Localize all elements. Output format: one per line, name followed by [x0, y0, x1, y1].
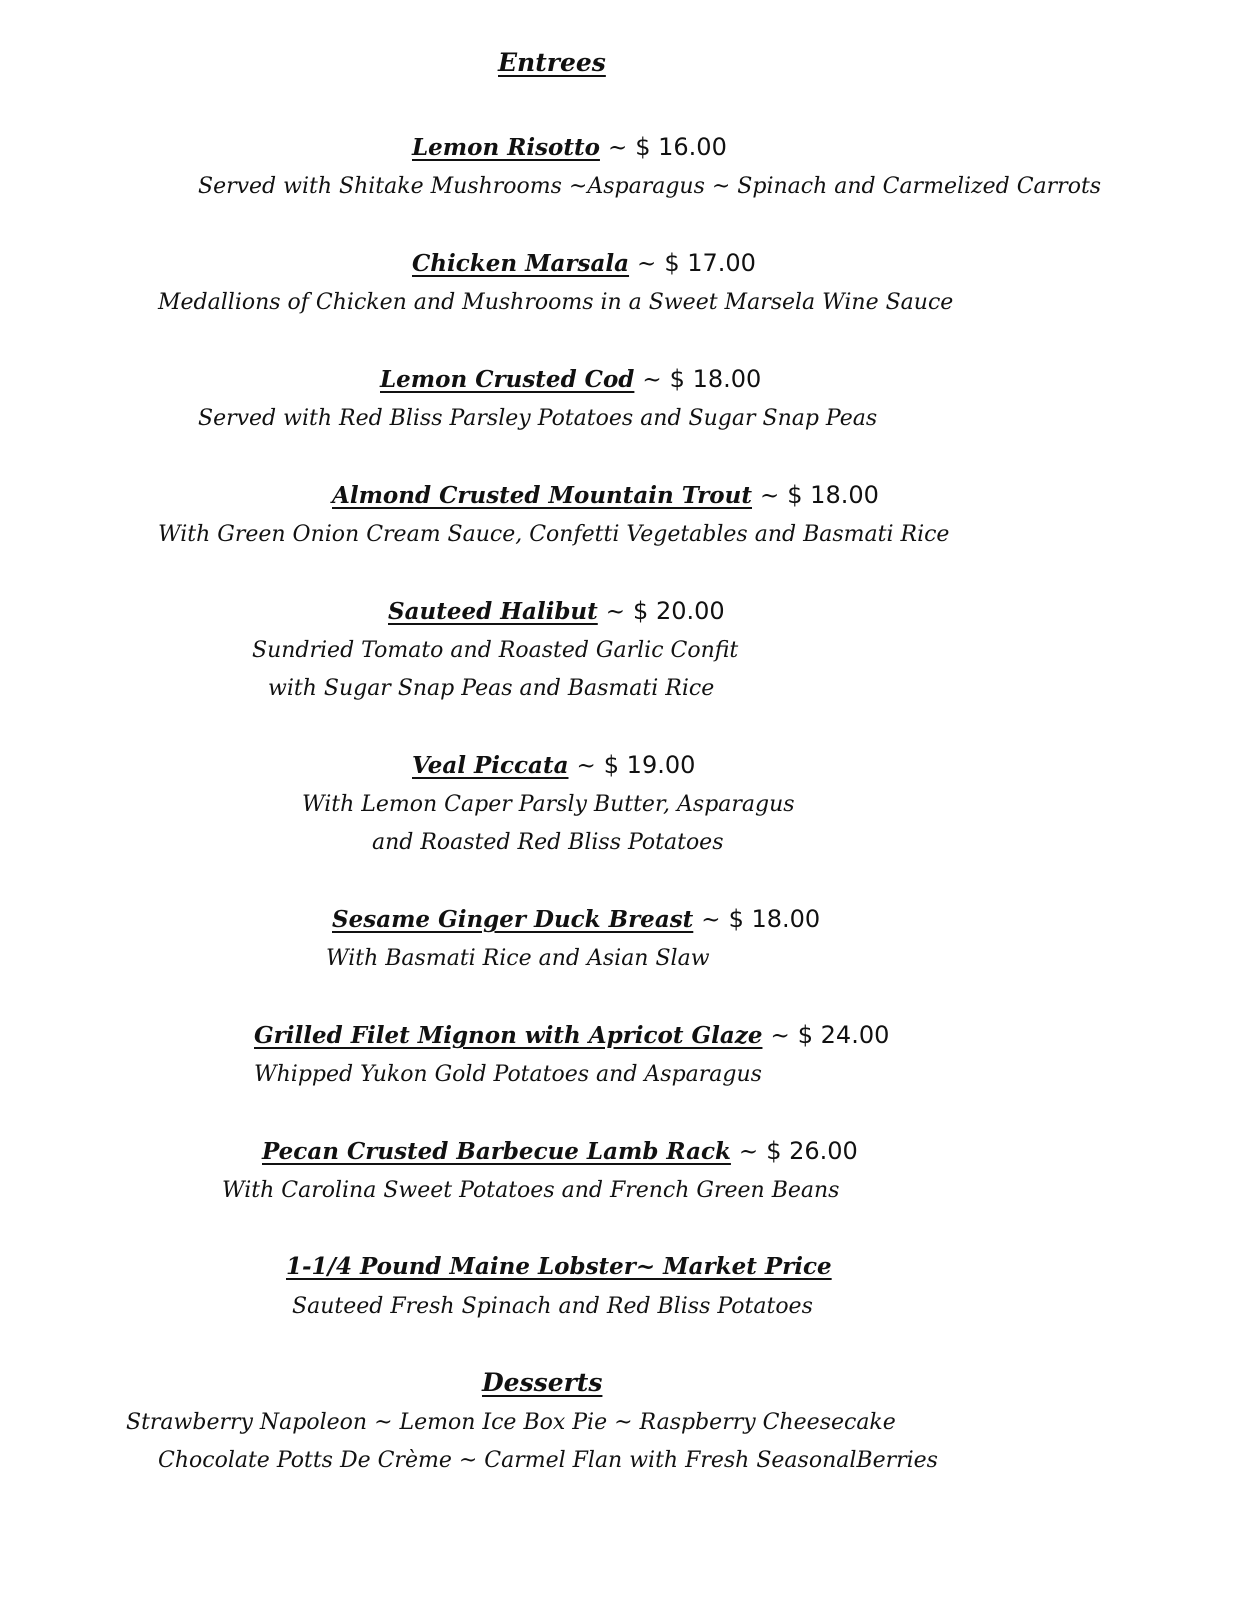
- menu-item-title: [412, 750, 695, 781]
- separator: ~: [607, 135, 628, 161]
- item-price: $ 16.00: [635, 133, 727, 161]
- item-name: Almond Crusted Mountain Trout: [332, 482, 752, 509]
- item-name: 1-1/4 Pound Maine Lobster~ Market Price: [286, 1253, 832, 1280]
- entrees-heading: Entrees: [498, 48, 606, 77]
- item-price: $ 18.00: [787, 481, 879, 509]
- menu-item-title: [412, 132, 727, 163]
- item-description: With Green Onion Cream Sauce, Confetti Vegetables and Basmati Rice: [158, 522, 950, 547]
- item-description: Sauteed Fresh Spinach and Red Bliss Potatoes: [292, 1294, 813, 1319]
- item-name: Sesame Ginger Duck Breast: [332, 906, 694, 933]
- item-price: $ 17.00: [664, 249, 756, 277]
- menu-item-title: [388, 596, 725, 627]
- item-description: Medallions of Chicken and Mushrooms in a Sweet Marsela Wine Sauce: [158, 290, 954, 315]
- item-name: Chicken Marsala: [412, 250, 630, 277]
- menu-item-title: [262, 1136, 858, 1167]
- desserts-heading: Desserts: [482, 1368, 603, 1397]
- item-description: Served with Red Bliss Parsley Potatoes and Sugar Snap Peas: [198, 406, 878, 431]
- item-price: $ 24.00: [797, 1021, 890, 1049]
- dessert-line: Chocolate Potts De Crème ~ Carmel Flan with Fresh SeasonalBerries: [158, 1448, 938, 1473]
- item-description: Served with Shitake Mushrooms ~Asparagus ~ Spinach and Carmelized Carrots: [198, 174, 1102, 199]
- item-description: with Sugar Snap Peas and Basmati Rice: [268, 676, 715, 701]
- item-price: $ 26.00: [766, 1137, 858, 1165]
- item-name: Veal Piccata: [412, 752, 569, 779]
- item-name: Lemon Risotto: [412, 134, 600, 161]
- item-description: and Roasted Red Bliss Potatoes: [372, 830, 724, 855]
- separator: ~: [576, 753, 596, 779]
- item-price: $ 20.00: [633, 597, 725, 625]
- item-description: With Lemon Caper Parsly Butter, Asparagus: [302, 792, 795, 817]
- separator: ~: [770, 1023, 790, 1049]
- menu-item-title: [286, 1252, 832, 1282]
- item-price: $ 19.00: [603, 751, 696, 779]
- item-description: With Basmati Rice and Asian Slaw: [326, 946, 710, 971]
- separator: ~: [605, 599, 626, 625]
- menu-item-title: [412, 248, 756, 279]
- item-price: $ 18.00: [728, 905, 821, 933]
- menu-item-title: [332, 480, 879, 511]
- item-name: Sauteed Halibut: [388, 598, 598, 625]
- item-name: Grilled Filet Mignon with Apricot Glaze: [254, 1022, 763, 1049]
- item-name: Pecan Crusted Barbecue Lamb Rack: [262, 1138, 731, 1165]
- item-name: Lemon Crusted Cod: [380, 366, 635, 393]
- separator: ~: [701, 907, 721, 933]
- separator: ~: [738, 1139, 759, 1165]
- item-description: With Carolina Sweet Potatoes and French Green Beans: [222, 1178, 840, 1203]
- menu-item-title: [332, 904, 820, 935]
- separator: ~: [642, 367, 662, 393]
- separator: ~: [637, 251, 657, 277]
- item-description: Sundried Tomato and Roasted Garlic Confit: [252, 638, 739, 663]
- menu-item-title: [380, 364, 761, 395]
- item-price: $ 18.00: [669, 365, 762, 393]
- menu-item-title: [254, 1020, 889, 1051]
- item-description: Whipped Yukon Gold Potatoes and Asparagus: [254, 1062, 762, 1087]
- separator: ~: [760, 483, 780, 509]
- dessert-line: Strawberry Napoleon ~ Lemon Ice Box Pie ~ Raspberry Cheesecake: [126, 1410, 896, 1435]
